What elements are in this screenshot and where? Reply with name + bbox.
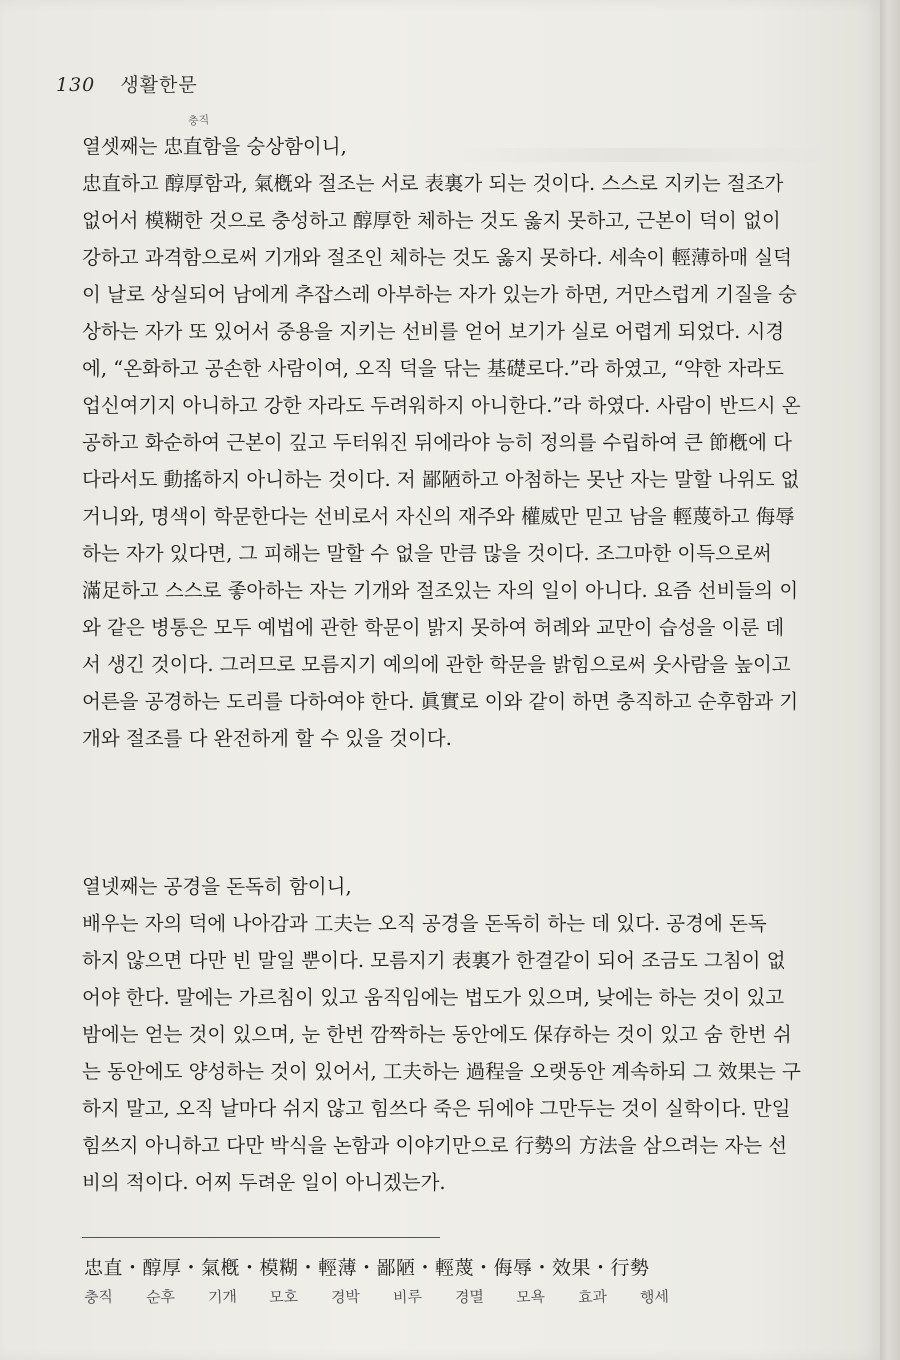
text-line: [82, 831, 800, 868]
handwritten-annotation: 충직: [187, 113, 210, 128]
text-line: 하지 않으면 다만 빈 말일 뿐이다. 모름지기 表裏가 한결같이 되어 조금도 그침이 없: [82, 949, 786, 972]
text-line: 滿足하고 스스로 좋아하는 자는 기개와 절조있는 자의 일이 아니다. 요즘 선비들의 이: [82, 579, 799, 602]
text-line: 다라서도 動搖하지 아니하는 것이다. 저 鄙陋하고 아첨하는 못난 자는 말할 나위도 없: [82, 468, 800, 491]
text-line: 개와 절조를 다 완전하게 할 수 있을 것이다.: [82, 727, 452, 750]
paragraph-14-heading: [82, 868, 800, 905]
body-text: [82, 128, 800, 1201]
text-line: 비의 적이다. 어찌 두려운 일이 아니겠는가.: [82, 1171, 446, 1194]
handwritten-note: 경멸: [454, 1287, 484, 1307]
text-line: 강하고 과격함으로써 기개와 절조인 체하는 것도 옳지 못하다. 세속이 輕薄하매 실덕: [82, 246, 792, 269]
handwritten-note: 효과: [577, 1287, 608, 1307]
handwritten-note: 기개: [207, 1287, 237, 1307]
text-line: 하지 말고, 오직 날마다 쉬지 않고 힘쓰다 죽은 뒤에야 그만두는 것이 실학이다. 만일: [82, 1097, 791, 1120]
text-line: 어른을 공경하는 도리를 다하여야 한다. 眞實로 이와 같이 하면 충직하고 순후함과 기: [82, 690, 799, 713]
text-line: 배우는 자의 덕에 나아감과 工夫는 오직 공경을 돈독히 하는 데 있다. 공경에 돈독: [82, 912, 767, 935]
text-line: 에, “온화하고 공손한 사람이여, 오직 덕을 닦는 基礎로다.”라 하였고, “약한 자라도: [82, 357, 784, 380]
text-line: 하는 자가 있다면, 그 피해는 말할 수 없을 만큼 많을 것이다. 조그마한 이득으로써: [82, 542, 772, 565]
handwritten-note: 순후: [145, 1287, 176, 1307]
footnote-divider: [82, 1237, 440, 1238]
paragraph-13-heading: [82, 128, 800, 165]
handwritten-note: 모호: [269, 1287, 299, 1307]
text-line: 상하는 자가 또 있어서 중용을 지키는 선비를 얻어 보기가 실로 어렵게 되었다. 시경: [82, 320, 785, 343]
handwritten-note: 행세: [639, 1287, 670, 1307]
text-line: 이 날로 상실되어 남에게 추잡스레 아부하는 자가 있는가 하면, 거만스럽게 기질을 숭: [82, 283, 797, 306]
text-line: 어야 한다. 말에는 가르침이 있고 움직임에는 법도가 있으며, 낮에는 하는 것이 있고: [82, 986, 785, 1009]
text-line: 거니와, 명색이 학문한다는 선비로서 자신의 재주와 權威만 믿고 남을 輕蔑하고 侮辱: [82, 505, 795, 528]
page-number: 130: [56, 74, 96, 96]
running-header: [56, 70, 198, 97]
paragraph-14-body: [82, 905, 800, 1201]
handwritten-note: 모욕: [516, 1287, 546, 1307]
text-line: 열셋째는 忠直함을 숭상함이니,: [82, 135, 347, 158]
text-line: 서 생긴 것이다. 그러므로 모름지기 예의에 관한 학문을 밝힘으로써 웃사람을 높이고: [82, 653, 791, 676]
book-title: 생활한문: [120, 74, 198, 96]
text-line: 는 동안에도 양성하는 것이 있어서, 工夫하는 過程을 오랫동안 계속하되 그 效果는 구: [82, 1060, 801, 1083]
glossary-terms: 忠直・醇厚・氣槪・模糊・輕薄・鄙陋・輕蔑・侮辱・效果・行勢: [84, 1257, 650, 1279]
paragraph-13-body: [82, 165, 800, 868]
text-line: 공하고 화순하여 근본이 깊고 두터워진 뒤에라야 능히 정의를 수립하여 큰 節槪에 다: [82, 431, 792, 454]
text-line: [82, 794, 800, 831]
text-line: 忠直하고 醇厚함과, 氣槪와 절조는 서로 表裏가 되는 것이다. 스스로 지키는 절조가: [82, 172, 784, 195]
handwritten-readings: [84, 1286, 697, 1307]
handwritten-note: 비루: [392, 1287, 423, 1307]
page-edge: [880, 0, 900, 1360]
text-line: [82, 757, 800, 794]
text-line: 업신여기지 아니하고 강한 자라도 두려워하지 아니한다.”라 하였다. 사람이 반드시 온: [82, 394, 801, 417]
text-line: 없어서 模糊한 것으로 충성하고 醇厚한 체하는 것도 옳지 못하고, 근본이 덕이 없이: [82, 209, 781, 232]
text-line: 힘쓰지 아니하고 다만 박식을 논함과 이야기만으로 行勢의 方法을 삼으려는 자는 선: [82, 1134, 788, 1157]
text-line: 열넷째는 공경을 돈독히 함이니,: [82, 875, 352, 898]
handwritten-note: 경박: [330, 1287, 361, 1307]
text-line: 밤에는 얻는 것이 있으며, 눈 한번 깜짝하는 동안에도 保存하는 것이 있고 숨 한번 쉬: [82, 1023, 792, 1046]
handwritten-note: 충직: [83, 1287, 114, 1307]
text-line: 와 같은 병통은 모두 예법에 관한 학문이 밝지 못하여 허례와 교만이 습성을 이룬 데: [82, 616, 785, 639]
